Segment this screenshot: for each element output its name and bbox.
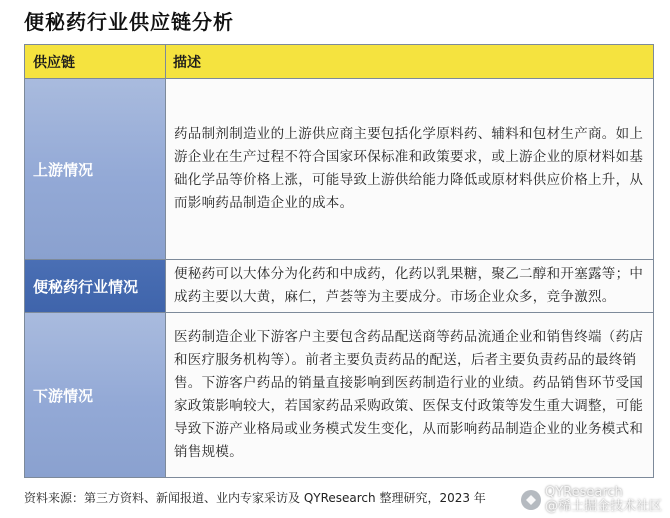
row-label-upstream: 上游情况: [25, 79, 166, 259]
community-logo-icon: [521, 490, 541, 510]
table-row-upstream: [25, 79, 653, 260]
watermark: [521, 486, 662, 514]
header-description: 描述: [173, 54, 201, 71]
desc-text-upstream: 药品制剂制造业的上游供应商主要包括化学原料药、辅料和包材生产商。如上游企业在生产过程不符合国家环保标准和政策要求，或上游企业的原材料如基础化学品等价格上涨，可能导致上游供给能力降低或原材料供应价格上升，从而影响药品制造企业的成本。: [174, 126, 644, 211]
table-row-downstream: [25, 313, 653, 477]
row-desc-industry: [166, 260, 653, 312]
page-title: 便秘药行业供应链分析: [24, 10, 234, 34]
watermark-line1: QYResearch: [544, 485, 623, 500]
row-desc-upstream: [166, 79, 653, 259]
desc-text-industry: 便秘药可以大体分为化药和中成药，化药以乳果糖，聚乙二醇和开塞露等；中成药主要以大黄，麻仁，芦荟等为主要成分。市场企业众多，竞争激烈。: [174, 266, 644, 305]
table-row-industry: [25, 260, 653, 313]
header-supply-chain: 供应链: [25, 45, 166, 78]
row-label-downstream: 下游情况: [25, 313, 166, 477]
row-label-industry: 便秘药行业情况: [25, 260, 166, 312]
desc-text-downstream: 医药制造企业下游客户主要包含药品配送商等药品流通企业和销售终端（药店和医疗服务机构等）。前者主要负责药品的配送，后者主要负责药品的最终销售。下游客户药品的销量直接影响到医药制造行业的业绩。药品销售环节受国家政策影响较大，若国家药品采购政策、医保支付政策等发生重大调整，可能导致下游产业格局或业务模式发生变化，从而影响药品制造企业的业务模式和销售规模。: [174, 329, 644, 460]
watermark-line2: @稀土掘金技术社区: [544, 499, 662, 514]
table-header-row: [25, 45, 653, 79]
row-desc-downstream: [166, 313, 653, 477]
supply-chain-table: [24, 44, 654, 478]
source-note: 资料来源：第三方资料、新闻报道、业内专家采访及 QYResearch 整理研究，2023 年: [24, 491, 486, 505]
